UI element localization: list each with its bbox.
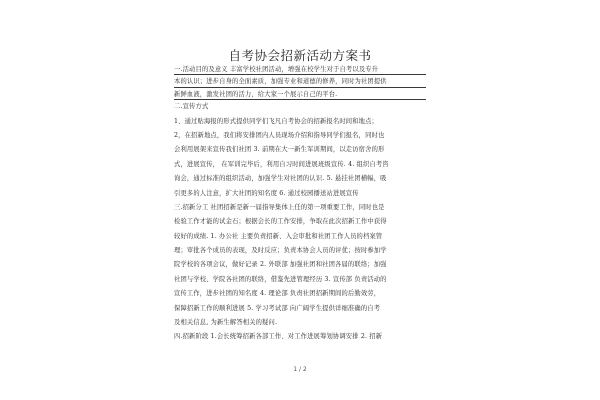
body-line: 理；审批各个成员的表现，及时反应；负责本协会人员的评优；按时参加学 [174,247,387,255]
body-line: 三.招新分工 社团招新是新一届指导集体上任的第一项重要工作，同时也是 [174,203,385,211]
body-line: 式，进展宣传， 在军训完毕后，利用自习时间进展班级宣传. 4. 组织自考咨 [174,160,389,168]
body-line: 二.宣传方式 [174,103,209,111]
body-line: 本的认识；进步自身的全面素质，加强专业和道德的修养，同时为社团提供 [174,78,387,86]
body-line: 社团与学校、学院各社团的联络，借鉴先进管理经历 3. 宣传部 负责活动的 [174,275,387,283]
body-line: 保障招新工作的顺利进展 5. 学习考试部 向广阔学生提供详细准确的自考 [174,304,381,312]
body-line: 询会，通过标准的组织活动，加强学生对社团的认识. 5. 悬挂社团横幅，吸 [174,175,387,183]
body-line: 及相关信息, 为新生解答相关的疑问. [174,319,278,327]
body-line: 宣传工作，进步社团的知名度 4. 理论部 负责社团招新期间的后勤效劳， [174,290,381,298]
body-line: 检验工作才能的试金石；根据会长的工作安排，争取在此次招新工作中获得 [174,218,387,226]
page-number: 1 / 2 [293,366,307,373]
body-line: 一.活动目的及意义 丰富学校社团活动，增强在校学生对于自考以及专升 [174,66,379,73]
document-body [174,63,426,345]
document-title: 自考协会招新活动方案书 [228,48,372,63]
body-line: 院学校的各项会议，做好记录 2. 外联部 加强社团和社团各届的联络；加强 [174,261,387,269]
body-line: 会利用展架来宣传我们社团 3. 前期在大一新生军训期间，以走访宿舍的形 [174,146,385,154]
body-line: 1、通过贴海报的形式提供同学们飞凡自考协会的招新报名时间和地点； [174,117,379,125]
body-line: 2，在招新地点，我们将安排团内人员现场介绍和指导同学们报名，同时也 [174,131,385,139]
body-line: 较好的成绩. 1. 办公社 主要负责招新、入会审批和社团工作人员的档案管 [174,232,383,240]
body-line: 四.招新阶段 1.会长统筹招新各部工作、对工作进展筹划协调安排 2. 招新 [174,333,383,341]
body-line: 引更多的人注意，扩大社团的知名度 6. 通过校园播送站进展宣传 [174,189,359,197]
body-line: 新鲜血液，激发社团的活力，给大家一个展示自己的平台. [174,90,338,98]
